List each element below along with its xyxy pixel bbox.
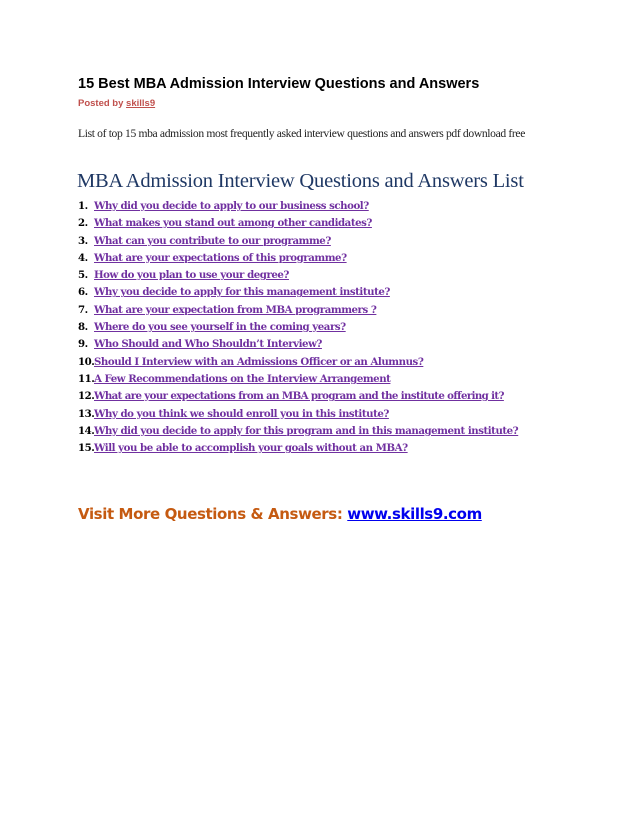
list-item [78, 440, 598, 457]
list-item [78, 388, 598, 405]
list-item [78, 267, 598, 284]
visit-label: Visit More Questions & Answers: [78, 505, 343, 523]
question-link[interactable]: How do you plan to use your degree? [94, 269, 289, 282]
list-item [78, 198, 598, 215]
question-link[interactable]: Where do you see yourself in the coming years? [94, 321, 346, 334]
list-item [78, 336, 598, 353]
item-number: 7. [78, 303, 88, 316]
item-number: 4. [78, 251, 88, 264]
item-number: 8. [78, 321, 88, 334]
list-item [78, 284, 598, 301]
item-number: 2. [78, 217, 88, 230]
list-item [78, 302, 598, 319]
question-link[interactable]: What are your expectations of this programme? [94, 251, 347, 264]
question-link[interactable]: Why you decide to apply for this management institute? [94, 286, 390, 299]
question-link[interactable]: Will you be able to accomplish your goals without an MBA? [94, 442, 408, 455]
visit-more-line [78, 505, 482, 523]
author-link[interactable]: skills9 [126, 98, 156, 109]
item-number: 9. [78, 338, 88, 351]
question-link[interactable]: Why did you decide to apply to our business school? [94, 200, 369, 212]
question-link[interactable]: What can you contribute to our programme? [94, 234, 331, 247]
item-number: 15. [78, 442, 95, 455]
list-item [78, 406, 598, 423]
item-number: 1. [78, 200, 88, 212]
item-number: 12. [78, 390, 95, 403]
list-item [78, 215, 598, 232]
list-item [78, 250, 598, 267]
question-link[interactable]: What are your expectations from an MBA program and the institute offering it? [94, 390, 504, 403]
question-link[interactable]: Should I Interview with an Admissions Officer or an Alumnus? [94, 355, 424, 368]
item-number: 11. [78, 372, 95, 385]
question-link[interactable]: Why do you think we should enroll you in this institute? [94, 407, 389, 420]
question-link[interactable]: What are your expectation from MBA programmers ? [94, 303, 377, 316]
question-link[interactable]: A Few Recommendations on the Interview Arrangement [94, 372, 391, 385]
list-item [78, 233, 598, 250]
item-number: 3. [78, 234, 88, 247]
item-number: 14. [78, 424, 95, 437]
document-title: 15 Best MBA Admission Interview Questions and Answers [78, 76, 480, 92]
website-link[interactable]: www.skills9.com [347, 505, 482, 523]
question-link[interactable]: Who Should and Who Shouldn’t Interview? [94, 338, 322, 351]
question-link[interactable]: Why did you decide to apply for this program and in this management institute? [94, 424, 519, 437]
list-item [78, 319, 598, 336]
posted-by-label: Posted by [78, 98, 124, 109]
item-number: 5. [78, 269, 88, 282]
posted-by-line [78, 98, 155, 109]
list-item [78, 423, 598, 440]
item-number: 6. [78, 286, 88, 299]
item-number: 10. [78, 355, 95, 368]
intro-paragraph: List of top 15 mba admission most frequently asked interview questions and answers pdf download free [78, 127, 526, 140]
item-number: 13. [78, 407, 95, 420]
list-item [78, 371, 598, 388]
question-list [78, 198, 598, 457]
list-heading: MBA Admission Interview Questions and Answers List [77, 170, 524, 192]
question-link[interactable]: What makes you stand out among other candidates? [94, 217, 372, 230]
list-item [78, 354, 598, 371]
